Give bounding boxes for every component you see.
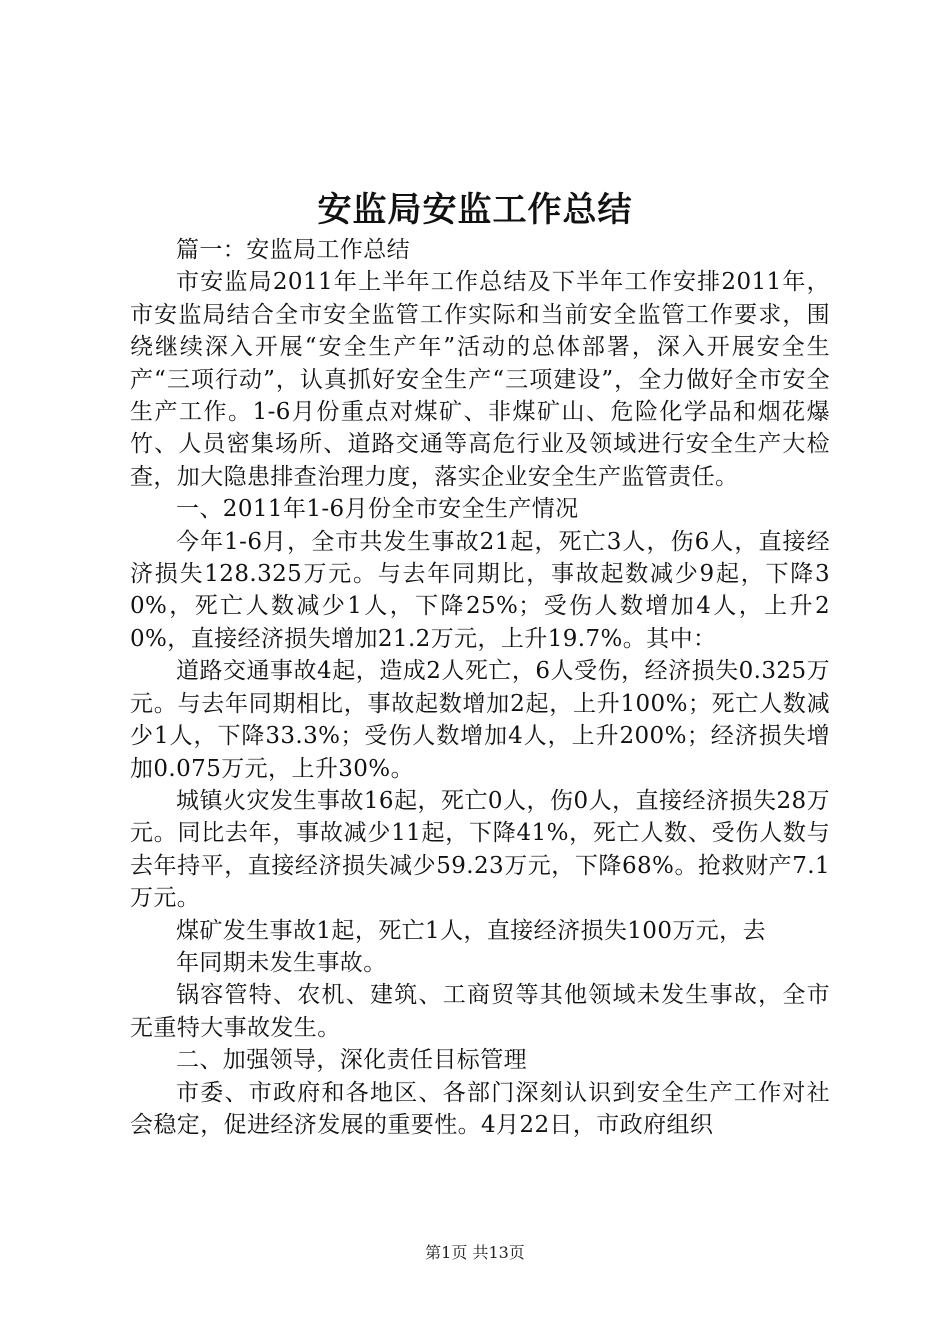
paragraph: 市安监局2011年上半年工作总结及下半年工作安排2011年，市安监局结合全市安全监管工作实际和当前安全监管工作要求，围绕继续深入开展“安全生产年”活动的总体部署，深入开展安全生产“三项行动”，认真抓好安全生产“三项建设”，全力做好全市安全生产工作。1-6月份重点对煤矿、非煤矿山、危险化学品和烟花爆竹、人员密集场所、道路交通等高危行业及领域进行安全生产大检查，加大隐患排查治理力度，落实企业安全生产监管责任。 [130, 269, 830, 490]
document-body [130, 234, 830, 1141]
paragraph: 道路交通事故4起，造成2人死亡，6人受伤，经济损失0.325万元。与去年同期相比，事故起数增加2起，上升100%；死亡人数减少1人，下降33.3%；受伤人数增加4人，上升200%；经济损失增加0.075万元，上升30%。 [130, 658, 830, 782]
document-title: 安监局安监工作总结 [317, 190, 633, 230]
paragraph: 今年1-6月，全市共发生事故21起，死亡3人，伤6人，直接经济损失128.325万元。与去年同期比，事故起数减少9起，下降30%，死亡人数减少1人，下降25%；受伤人数增加4人，上升20%，直接经济损失增加21.2万元，上升19.7%。其中： [130, 528, 830, 652]
paragraph: 篇一：安监局工作总结 [176, 237, 410, 263]
paragraph: 年同期未发生事故。 [176, 949, 387, 976]
paragraph: 煤矿发生事故1起，死亡1人，直接经济损失100万元，去 [176, 917, 766, 944]
section-heading: 一、2011年1-6月份全市安全生产情况 [176, 496, 579, 523]
section-heading: 二、加强领导，深化责任目标管理 [176, 1047, 527, 1074]
paragraph: 城镇火灾发生事故16起，死亡0人，伤0人，直接经济损失28万元。同比去年，事故减少11起，下降41%，死亡人数、受伤人数与去年持平，直接经济损失减少59.23万元，下降68%。抢救财产7.1万元。 [130, 787, 830, 912]
paragraph: 市委、市政府和各地区、各部门深刻认识到安全生产工作对社会稳定，促进经济发展的重要性。4月22日，市政府组织 [130, 1079, 830, 1138]
paragraph: 锅容管特、农机、建筑、工商贸等其他领域未发生事故，全市无重特大事故发生。 [130, 982, 830, 1041]
page-number-footer: 第1页 共13页 [425, 1243, 525, 1262]
